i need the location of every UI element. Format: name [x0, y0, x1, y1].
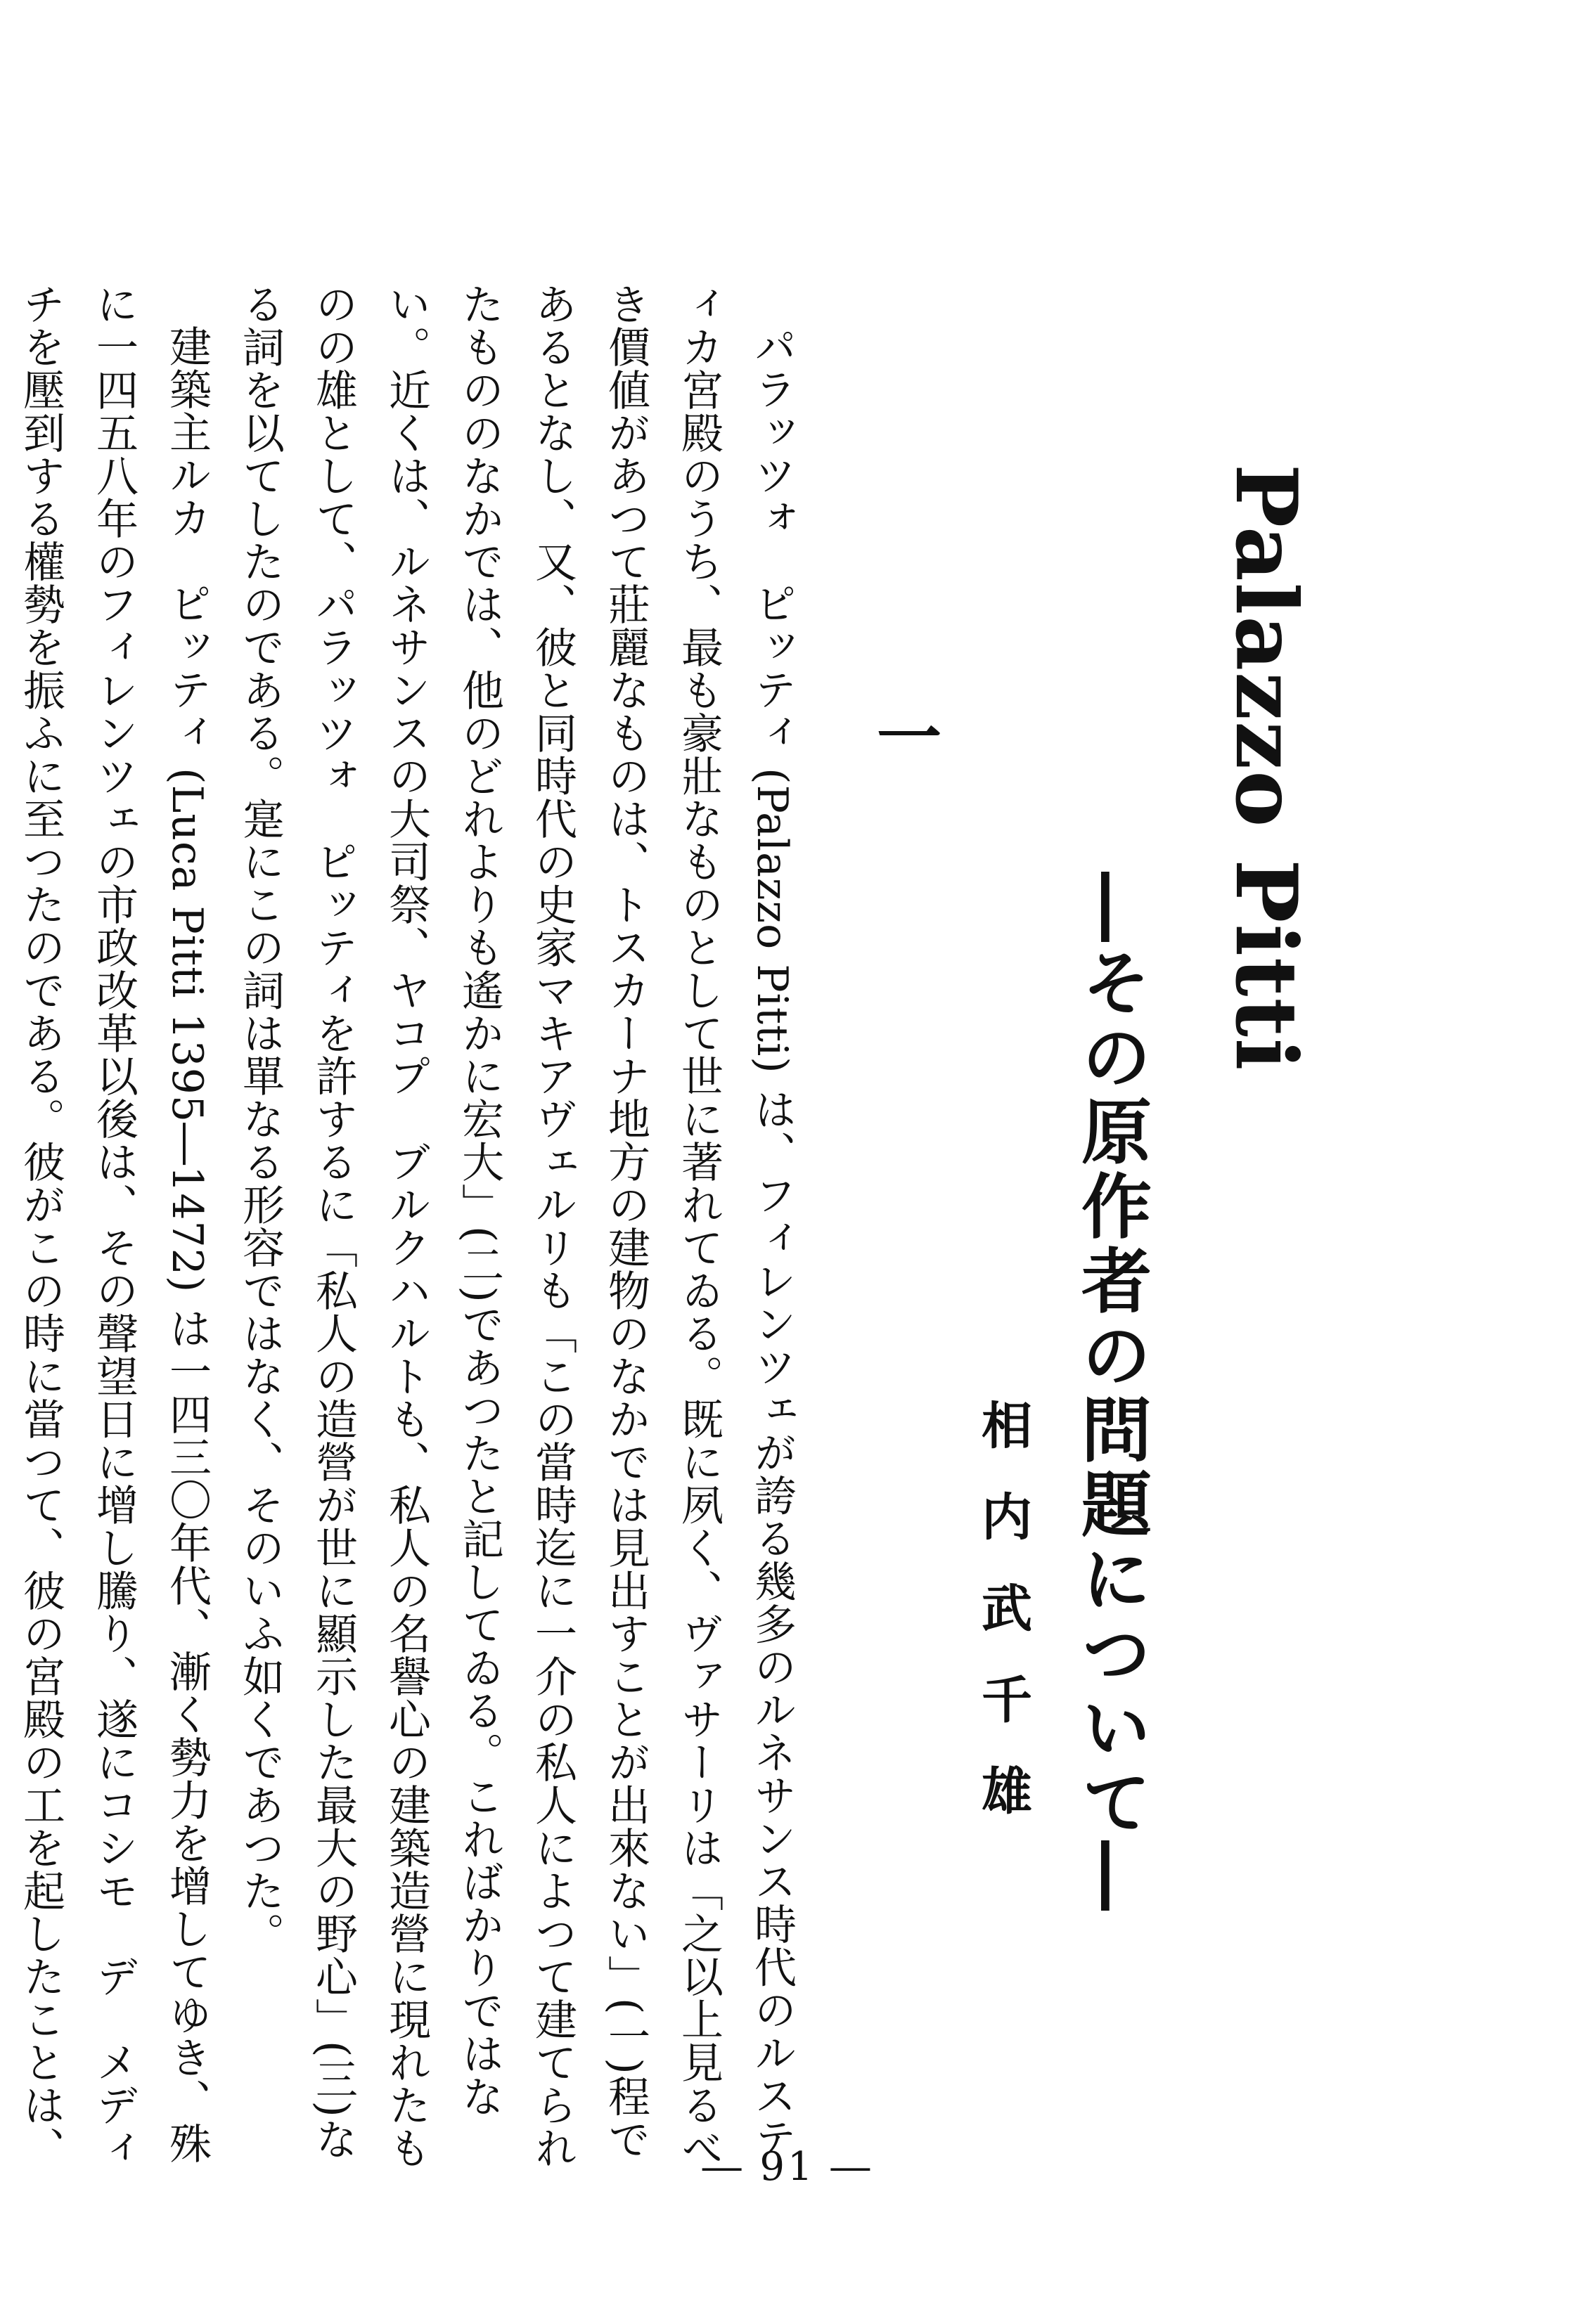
paragraph-2: 建築主ルカ ピッティ (Luca Pitti 1395―1472) は一四三〇年代、漸く勢力を增してゆき、殊に一四五八年のフィレンツェの市政改革以後は、その聲望日に增し騰り、遂にコシモ デ メディチを壓到する權勢を振ふに至つたのである。彼がこの時に當つて、彼の宮殿の工を起したことは、	[16, 283, 212, 2169]
body-text	[0, 283, 809, 2202]
paragraph-1: パラッツォ ピッティ (Palazzo Pitti) は、フィレンツェが誇る幾多のルネサンス時代のルスティカ宮殿のうち、最も豪壯なものとして世に著れてゐる。既に夙く、ヴァサーリは「之以上見るべき價値があつて莊麗なものは、トスカーナ地方の建物のなかでは見出すことが出來ない」(一)程であるとなし、又、彼と同時代の史家マキアヴェルリも「この當時迄に一介の私人によつて建てられたもののなかでは、他のどれよりも遙かに宏大」(二)であつたと記してゐる。こればかりではない。近くは、ルネサンスの大司祭、ヤコプ ブルクハルトも、私人の名譽心の建築造營に現れたものの雄として、パラッツォ ピッティを許するに「私人の造營が世に顯示した最大の野心」(三)なる詞を以てしたのである。寔にこの詞は單なる形容ではなく、そのいふ如くであつた。	[236, 283, 797, 2169]
page-number: ― 91 ―	[702, 2144, 873, 2190]
section-number: 一	[866, 703, 942, 768]
author-name: 相内武千雄	[973, 1399, 1033, 1856]
article-subtitle: ―その原作者の問題について―	[1069, 872, 1152, 1915]
article-title: Palazzo Pitti	[1216, 464, 1316, 1072]
